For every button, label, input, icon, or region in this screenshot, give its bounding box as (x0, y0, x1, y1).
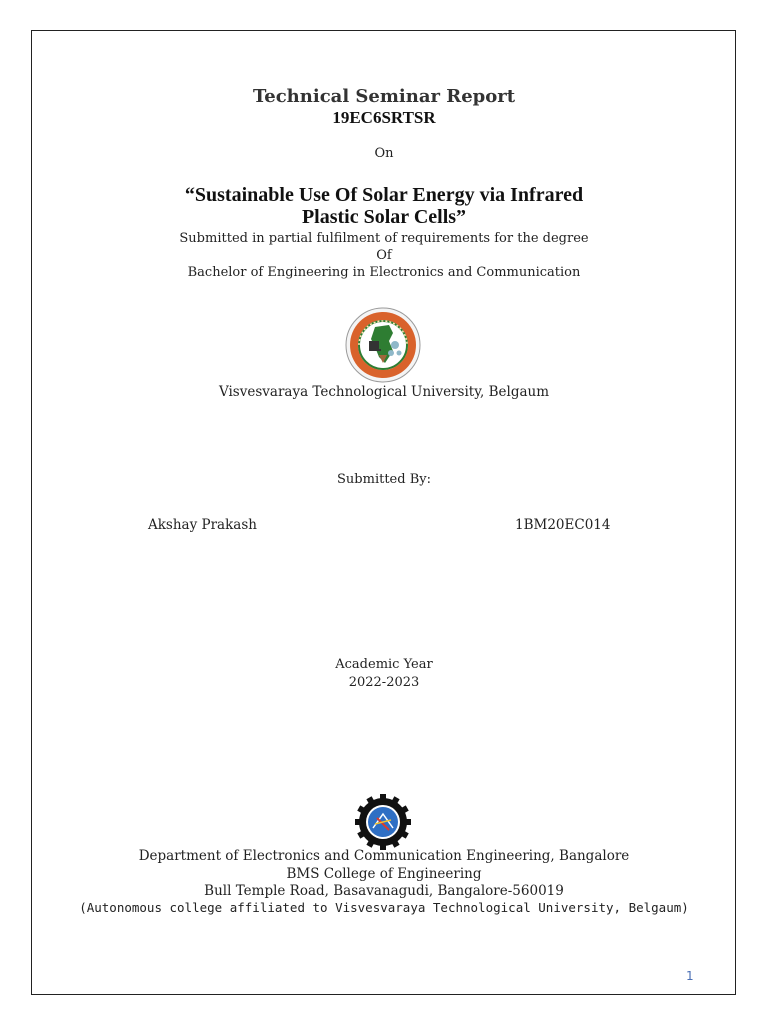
report-title: Technical Seminar Report (252, 86, 516, 107)
student-usn: 1BM20EC014 (515, 517, 611, 533)
page-number: 1 (686, 969, 694, 983)
topic-title-line2: Plastic Solar Cells” (301, 206, 467, 228)
department-name: Department of Electronics and Communication Engineering, Bangalore (138, 848, 630, 864)
submitted-text-line3: Bachelor of Engineering in Electronics and Communication (187, 265, 581, 280)
submitted-text-line1: Submitted in partial fulfilment of requirements for the degree (179, 231, 589, 246)
college-affiliation: (Autonomous college affiliated to Visvesvaraya Technological University, Belgaum) (79, 900, 689, 915)
college-address: Bull Temple Road, Basavanagudi, Bangalore-560019 (204, 883, 564, 899)
submitted-by-label: Submitted By: (337, 472, 431, 487)
academic-year-value: 2022-2023 (348, 675, 420, 690)
bms-gear-emblem-icon (355, 794, 411, 850)
topic-title-line1: “Sustainable Use Of Solar Energy via Infrared (184, 184, 584, 206)
on-label: On (374, 146, 394, 161)
vtu-emblem-icon (345, 307, 421, 383)
course-code: 19EC6SRTSR (332, 108, 436, 127)
university-name: Visvesvaraya Technological University, Belgaum (218, 384, 550, 400)
student-name: Akshay Prakash (148, 517, 257, 533)
submitted-text-line2: Of (376, 248, 392, 263)
academic-year-label: Academic Year (335, 657, 433, 672)
college-name: BMS College of Engineering (286, 866, 482, 882)
